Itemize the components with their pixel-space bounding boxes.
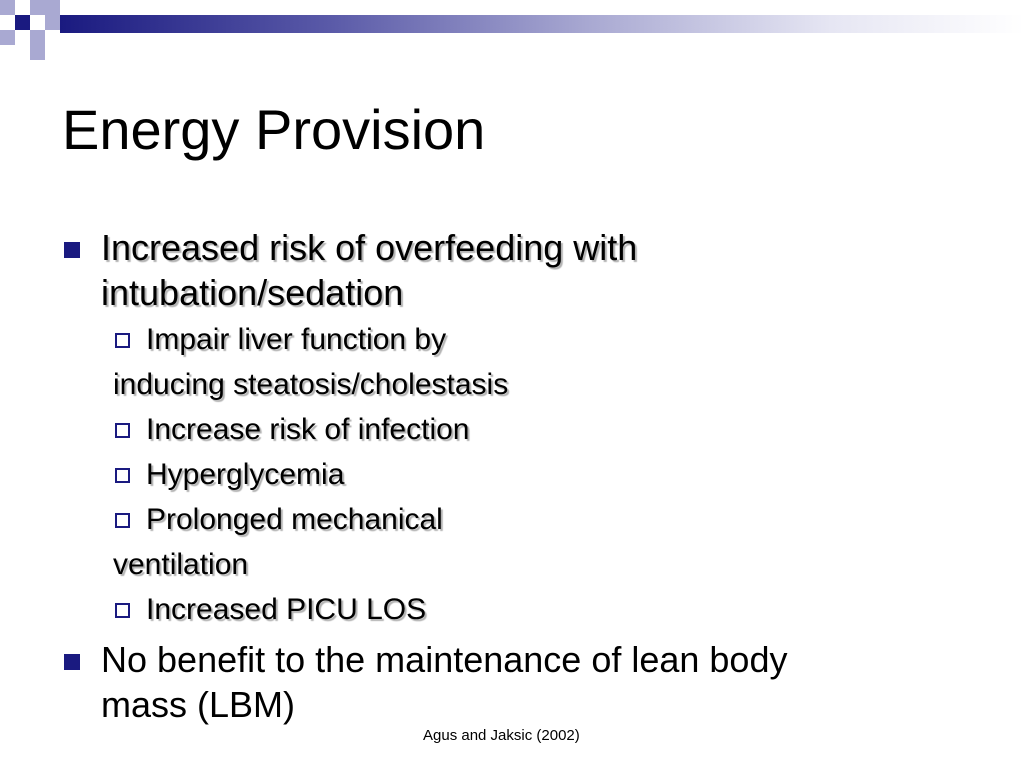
filled-square-bullet-icon bbox=[64, 242, 80, 258]
decor-square bbox=[0, 0, 15, 15]
sub-bullet-line: Hyperglycemia bbox=[146, 458, 345, 491]
decor-square bbox=[45, 0, 60, 15]
hollow-square-bullet-icon bbox=[115, 513, 130, 528]
hollow-square-bullet-icon bbox=[115, 423, 130, 438]
header-gradient-band bbox=[60, 15, 1024, 33]
decor-square bbox=[30, 45, 45, 60]
sub-bullet-line: Increased PICU LOS bbox=[146, 593, 427, 626]
slide-header-decoration bbox=[0, 0, 1024, 48]
bullet-line: mass (LBM) bbox=[101, 684, 296, 725]
sub-bullet-line: Impair liver function by bbox=[146, 323, 447, 356]
decor-square bbox=[30, 30, 45, 45]
slide-title: Energy Provision bbox=[62, 98, 486, 161]
filled-square-bullet-icon bbox=[64, 654, 80, 670]
sub-bullet-line: ventilation bbox=[113, 548, 249, 581]
decor-square bbox=[45, 15, 60, 30]
bullet-line: Increased risk of overfeeding with bbox=[101, 227, 638, 268]
decor-square bbox=[0, 30, 15, 45]
hollow-square-bullet-icon bbox=[115, 603, 130, 618]
bullet-line: intubation/sedation bbox=[101, 272, 404, 313]
hollow-square-bullet-icon bbox=[115, 333, 130, 348]
sub-bullet-line: Prolonged mechanical bbox=[146, 503, 443, 536]
bullet-line: No benefit to the maintenance of lean body bbox=[101, 639, 788, 680]
citation: Agus and Jaksic (2002) bbox=[423, 727, 580, 744]
decor-square bbox=[30, 0, 45, 15]
hollow-square-bullet-icon bbox=[115, 468, 130, 483]
sub-bullet-line: inducing steatosis/cholestasis bbox=[113, 368, 509, 401]
decor-square bbox=[15, 15, 30, 30]
sub-bullet-line: Increase risk of infection bbox=[146, 413, 470, 446]
